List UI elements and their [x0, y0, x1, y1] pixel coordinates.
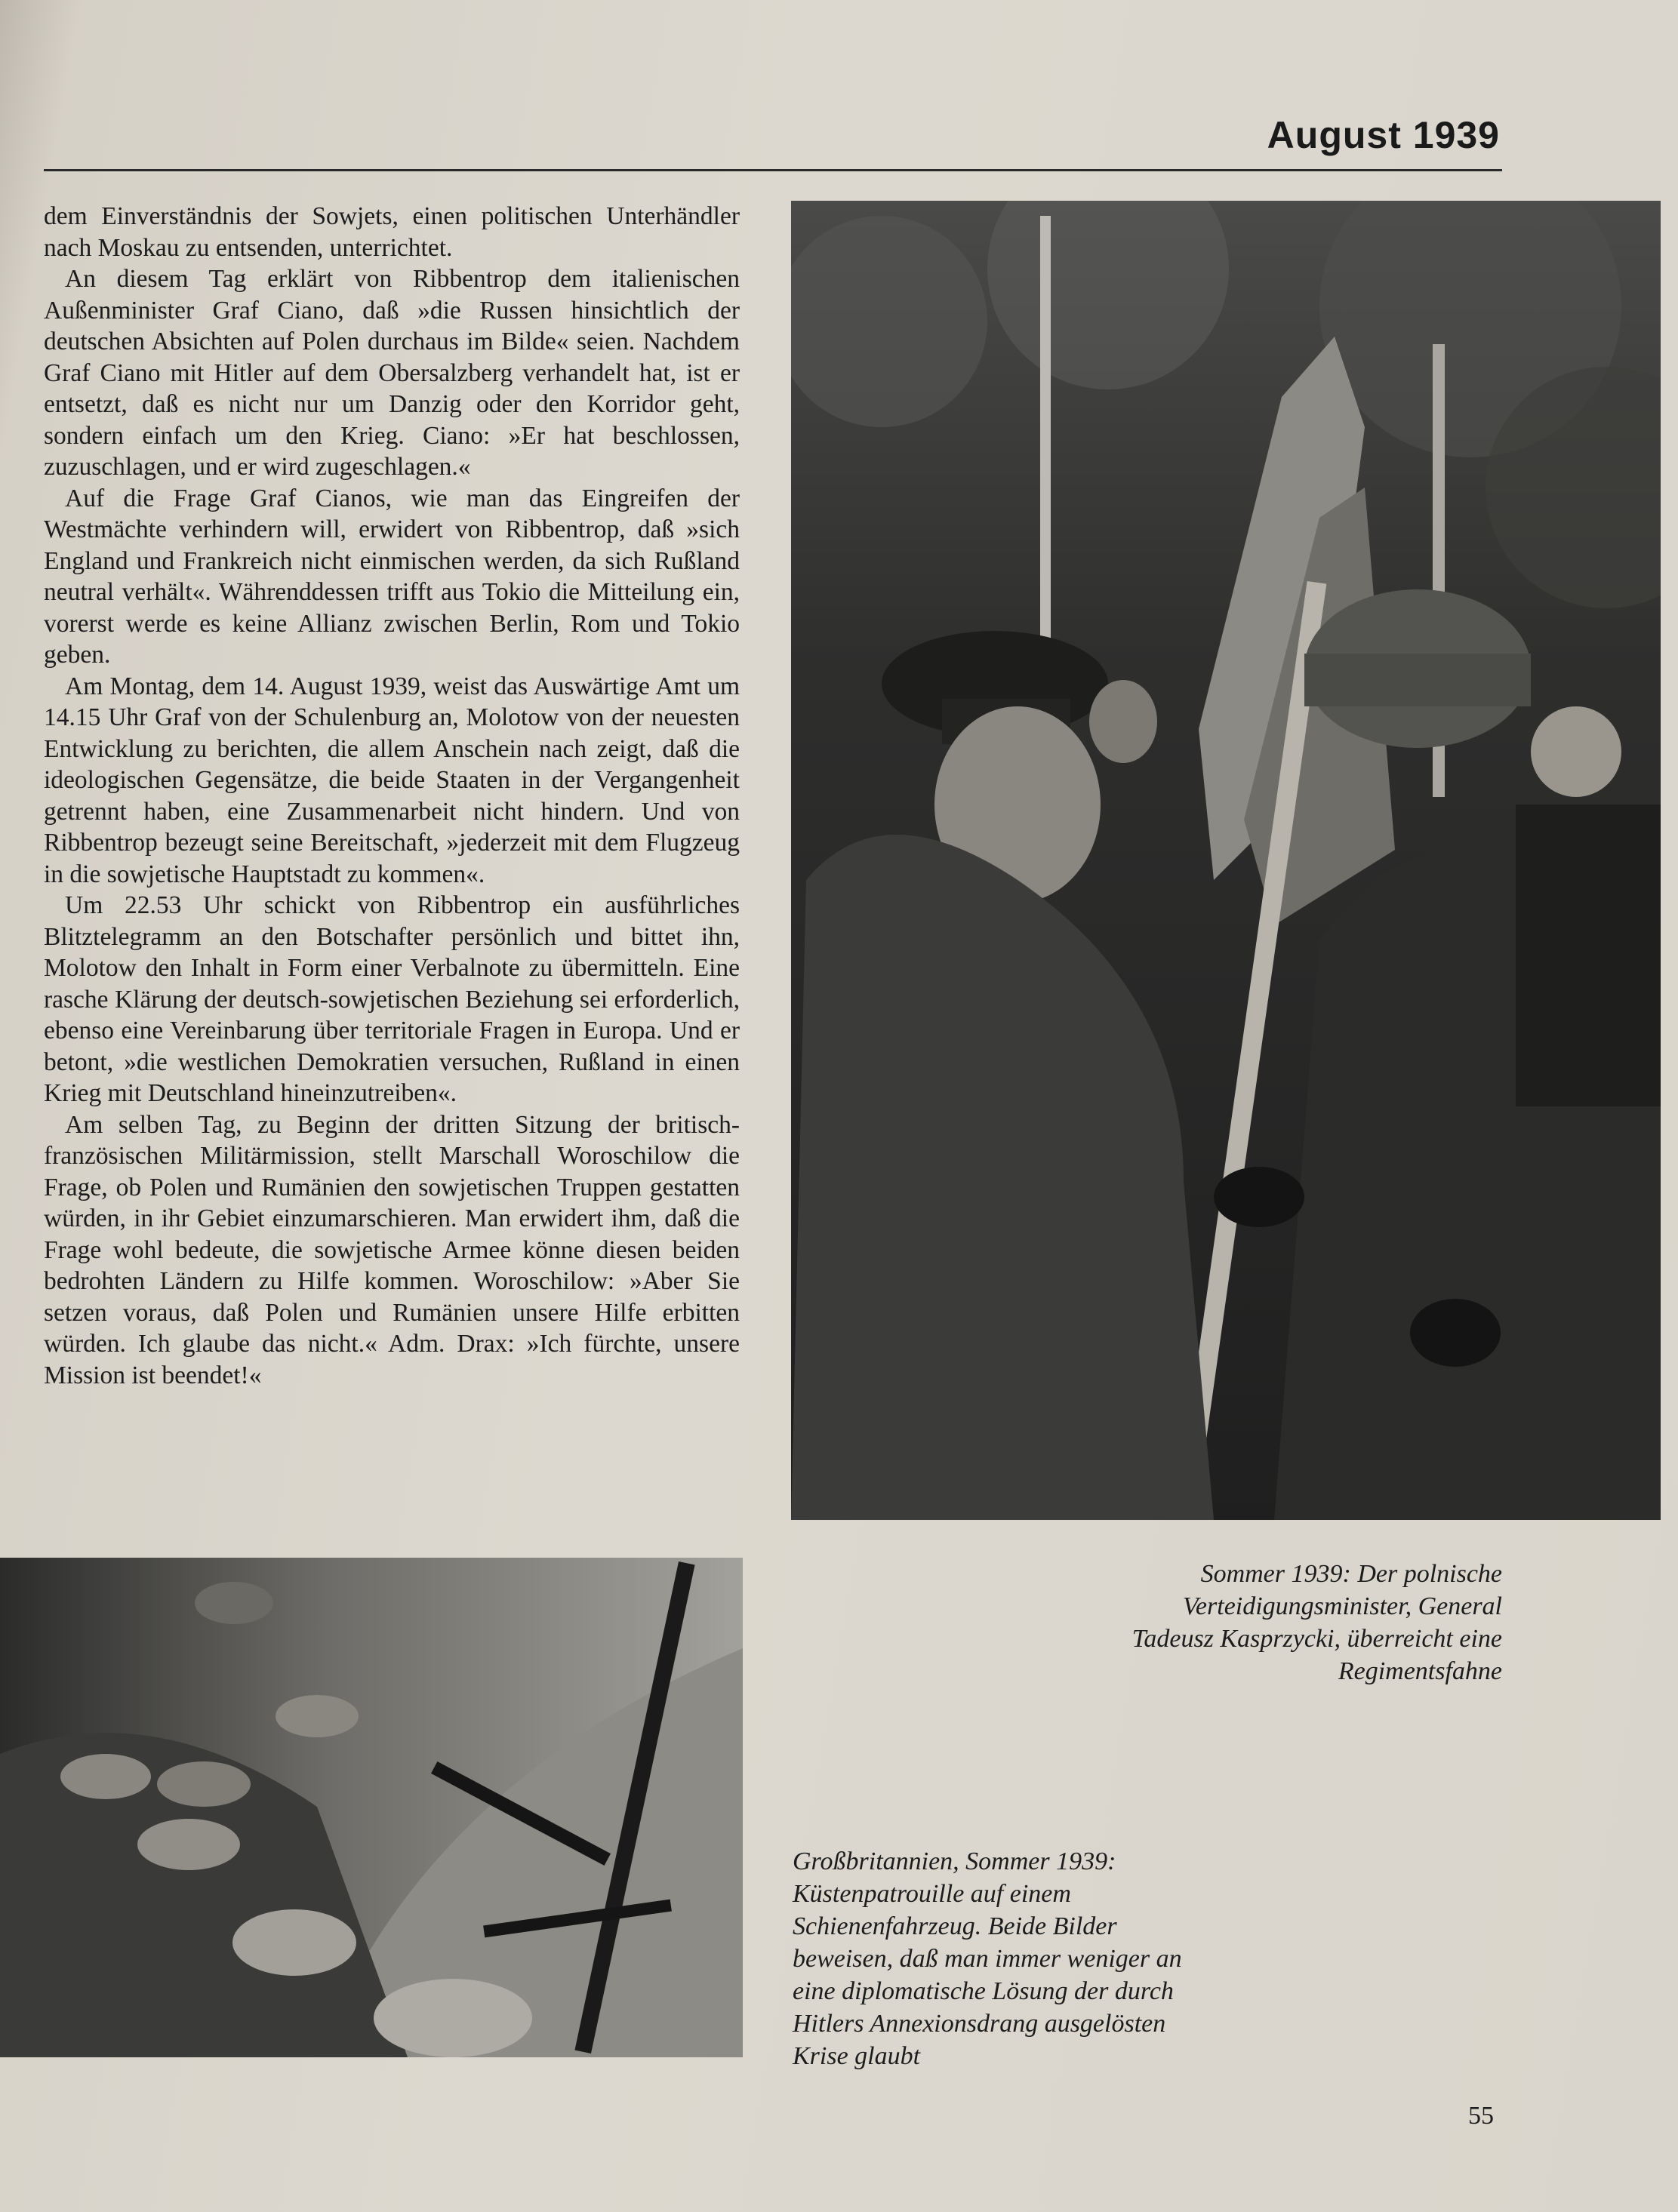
- caption-line: Schienenfahrzeug. Beide Bilder: [793, 1912, 1117, 1940]
- body-text-column: [44, 201, 740, 1391]
- body-paragraph: Auf die Frage Graf Cianos, wie man das Eingreifen der Westmächte verhindern will, erwidert von Ribbentrop, daß »sich England und Frankreich nicht einmischen werden, da sich Rußland neutral verhält«. Währenddessen trifft aus Tokio die Mitteilung ein, vorerst werde es keine Allianz zwischen Berlin, Rom und Tokio geben.: [44, 484, 740, 669]
- caption-line: Regimentsfahne: [1338, 1657, 1502, 1685]
- caption-line: Sommer 1939: Der polnische: [1200, 1560, 1502, 1588]
- caption-line: Küstenpatrouille auf einem: [793, 1880, 1071, 1908]
- body-paragraph: Um 22.53 Uhr schickt von Ribbentrop ein ausführliches Blitztelegramm an den Botschafter persönlich und bittet ihn, Molotow den Inhalt in Form einer Verbalnote zu übermitteln. Eine rasche Klärung der deutsch-sowjetischen Beziehung sei erforderlich, ebenso eine Vereinbarung über territoriale Fragen in Europa. Und er betont, »die westlichen Demokratien versuchen, Rußland in einen Krieg mit Deutschland hineinzutreiben«.: [44, 891, 740, 1107]
- caption-line: Großbritannien, Sommer 1939:: [793, 1847, 1116, 1875]
- photo-flag-ceremony-image: [791, 201, 1661, 1520]
- caption-line: Verteidigungsminister, General: [1182, 1592, 1502, 1620]
- body-paragraph: Am Montag, dem 14. August 1939, weist das Auswärtige Amt um 14.15 Uhr Graf von der Schulenburg an, Molotow von der neuesten Entwicklung zu berichten, die allem Anschein nach zeigt, daß die ideologischen Gegensätze, die beide Staaten in der Vergangenheit getrennt haben, eine Zusammenarbeit nicht hindern. Und von Ribbentrop bezeugt seine Bereitschaft, »jederzeit mit dem Flugzeug in die sowjetische Hauptstadt zu kommen«.: [44, 672, 740, 888]
- caption-line: Tadeusz Kasprzycki, überreicht eine: [1131, 1625, 1502, 1653]
- page-number: 55: [1468, 2102, 1494, 2130]
- body-paragraph: An diesem Tag erklärt von Ribbentrop dem italienischen Außenminister Graf Ciano, daß »die Russen hinsichtlich der deutschen Absichten auf Polen durchaus im Bilde« seien. Nachdem Graf Ciano mit Hitler auf dem Obersalzberg verhandelt hat, ist er entsetzt, daß es nicht nur um Danzig oder den Korridor geht, sondern einfach um den Krieg. Ciano: »Er hat beschlossen, zuzuschlagen, und er wird zugeschlagen.«: [44, 265, 740, 481]
- photo-coastal-patrol-image: [0, 1558, 743, 2057]
- photo-flag-ceremony: [791, 201, 1661, 1520]
- caption-line: beweisen, daß man immer weniger an: [793, 1945, 1182, 1973]
- running-header: August 1939: [1267, 114, 1500, 156]
- caption-line: eine diplomatische Lösung der durch: [793, 1977, 1174, 2005]
- body-paragraph: dem Einverständnis der Sowjets, einen politischen Unterhändler nach Moskau zu entsenden, unterrichtet.: [44, 202, 740, 262]
- caption-line: Krise glaubt: [793, 2042, 921, 2070]
- header-rule: [44, 169, 1502, 171]
- caption-flag-ceremony: [981, 1558, 1502, 1687]
- body-paragraph: Am selben Tag, zu Beginn der dritten Sitzung der britisch-französischen Militärmission, stellt Marschall Woroschilow die Frage, ob Polen und Rumänien den sowjetischen Truppen gestatten würden, in ihr Gebiet einzumarschieren. Man erwidert ihm, daß die Frage wohl bedeute, die sowjetische Armee könne diesen beiden bedrohten Ländern zu Hilfe kommen. Woroschilow: »Aber Sie setzen voraus, daß Polen und Rumänien unsere Hilfe erbitten würden. Ich glaube das nicht.« Adm. Drax: »Ich fürchte, unsere Mission ist beendet!«: [44, 1110, 740, 1389]
- caption-line: Hitlers Annexionsdrang ausgelösten: [793, 2010, 1166, 2038]
- caption-coastal-patrol: [793, 1845, 1276, 2072]
- photo-coastal-patrol: [0, 1558, 743, 2057]
